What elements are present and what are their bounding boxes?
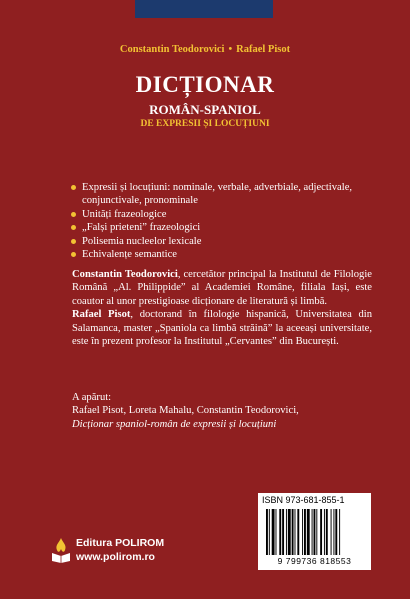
top-band	[135, 0, 273, 18]
barcode-bar	[302, 509, 303, 555]
authors-line	[0, 44, 410, 55]
barcode-bar	[276, 509, 277, 555]
author-1: Constantin Teodorovici	[119, 44, 225, 55]
author-bios	[72, 268, 372, 348]
barcode-bar	[288, 509, 291, 555]
book-subtitle: ROMÂN-SPANIOL	[149, 102, 261, 117]
also-published-authors: Rafael Pisot, Loreta Mahalu, Constantin Teodorovici,	[72, 405, 299, 417]
barcode-bar	[316, 509, 317, 555]
barcode-bar	[331, 509, 332, 555]
barcode-bar	[324, 509, 325, 555]
barcode-bar	[312, 509, 313, 555]
barcode-bar	[279, 509, 281, 555]
barcode-bar	[269, 509, 270, 555]
barcode-box	[258, 493, 371, 570]
feature-item: Unități frazeologice	[72, 208, 372, 221]
ean-number: 9 799736 818553	[277, 556, 352, 566]
author-bio-name: Rafael Pisot	[72, 309, 131, 321]
barcode-icon	[266, 509, 363, 555]
barcode-bar	[320, 509, 322, 555]
authors-separator: •	[228, 44, 233, 55]
isbn-text: ISBN 973-681-855-1	[262, 495, 345, 505]
barcode-bar	[307, 509, 310, 555]
feature-item: „Falși prieteni” frazeologici	[72, 221, 372, 234]
barcode-bar	[333, 509, 334, 555]
also-published	[72, 391, 372, 431]
publisher-name: Editura POLIROM	[76, 537, 165, 549]
author-bio	[72, 308, 372, 348]
publisher-url[interactable]: www.polirom.ro	[76, 551, 155, 563]
bullet-icon	[71, 252, 76, 257]
feature-list	[72, 181, 372, 261]
author-bio	[72, 268, 372, 308]
bullet-icon	[71, 212, 76, 217]
barcode-bar	[297, 509, 299, 555]
feature-item: Expresii și locuțiuni: nominale, verbale, adverbiale, adjectivale, conjunctivale, pronominale	[72, 181, 372, 208]
bullet-icon	[71, 239, 76, 244]
barcode-bar	[286, 509, 287, 555]
feature-item: Polisemia nucleelor lexicale	[72, 235, 372, 248]
flame-book-icon	[50, 537, 72, 563]
author-bio-text: , cercetător principal la Institutul de Filologie Română „Al. Philippide” al Academiei Române, filiala Iași, este coautor al unor prestigioase dicționare de literatură și limbă.	[72, 269, 372, 307]
also-published-title: Dicționar spaniol-român de expresii și locuțiuni	[72, 418, 277, 430]
barcode-bar	[304, 509, 306, 555]
barcode-bar	[282, 509, 284, 555]
author-bio-name: Constantin Teodorovici	[72, 269, 178, 280]
feature-item: Echivalențe semantice	[72, 248, 372, 261]
barcode-bar	[295, 509, 296, 555]
also-published-label: A apărut:	[72, 392, 112, 403]
author-bio-text: , doctorand în filologie hispanică, Universitatea din Salamanca, master „Spaniola ca limbă străină” la aceeași universitate, este în prezent profesor la Institutul „Cervantes” din București.	[72, 309, 373, 348]
barcode-bar	[339, 509, 340, 555]
bullet-icon	[71, 225, 76, 230]
book-title: DICȚIONAR	[135, 72, 275, 97]
barcode-bar	[335, 509, 337, 555]
author-2: Rafael Pisot	[236, 44, 291, 55]
barcode-bar	[272, 509, 275, 555]
bullet-icon	[71, 185, 76, 190]
book-subtitle-secondary: DE EXPRESII ȘI LOCUȚIUNI	[140, 119, 270, 129]
barcode-bar	[326, 509, 328, 555]
barcode-bar	[266, 509, 268, 555]
barcode-bar	[314, 509, 316, 555]
barcode-bar	[292, 509, 294, 555]
